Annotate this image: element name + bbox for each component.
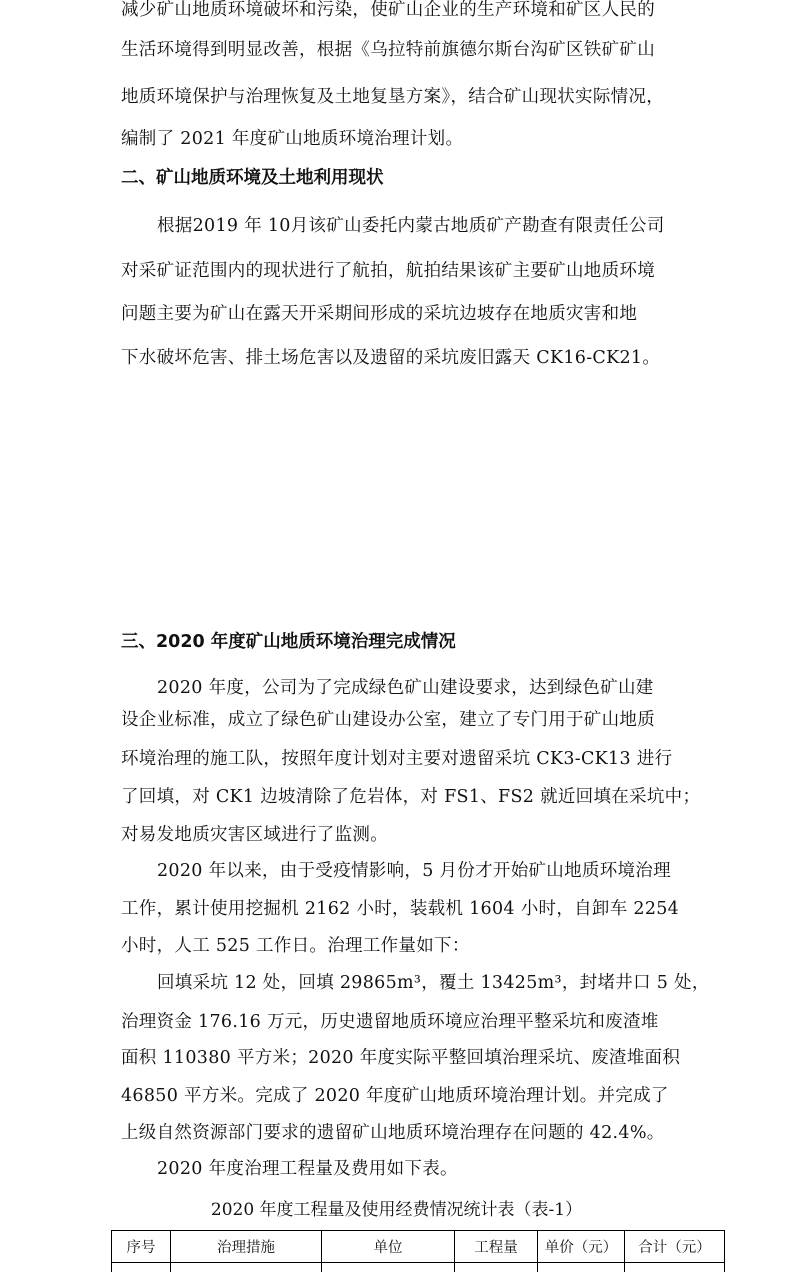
- paragraph-line: 工作，累计使用挖掘机 2162 小时，装载机 1604 小时，自卸车 2254: [121, 899, 680, 919]
- paragraph-line: 治理资金 176.16 万元，历史遗留地质环境应治理平整采坑和废渣堆: [121, 1012, 659, 1032]
- table-caption: 2020 年度工程量及使用经费情况统计表（表-1）: [210, 1200, 583, 1220]
- statistics-table: [111, 1230, 725, 1272]
- table-header-cell: 合计（元）: [625, 1231, 725, 1263]
- paragraph-line: 设企业标准，成立了绿色矿山建设办公室，建立了专门用于矿山地质: [121, 710, 655, 730]
- table-cell: [455, 1263, 538, 1272]
- table-header-cell: 序号: [112, 1231, 171, 1263]
- paragraph-line: 减少矿山地质环境破坏和污染，使矿山企业的生产环境和矿区人民的: [121, 0, 655, 20]
- paragraph-line: 环境治理的施工队，按照年度计划对主要对遗留采坑 CK3-CK13 进行: [121, 749, 673, 769]
- paragraph-line: 2020 年以来，由于受疫情影响，5 月份才开始矿山地质环境治理: [157, 861, 671, 881]
- section-heading: 三、2020 年度矿山地质环境治理完成情况: [121, 632, 456, 652]
- paragraph-line: 上级自然资源部门要求的遗留矿山地质环境治理存在问题的 42.4%。: [121, 1123, 665, 1143]
- table-header-cell: 单价（元）: [538, 1231, 625, 1263]
- table-header-cell: 治理措施: [171, 1231, 322, 1263]
- table-header-cell: 单位: [322, 1231, 455, 1263]
- section-heading: 二、矿山地质环境及土地利用现状: [121, 168, 384, 188]
- table-cell: [171, 1263, 322, 1272]
- paragraph-line: 对采矿证范围内的现状进行了航拍，航拍结果该矿主要矿山地质环境: [121, 261, 655, 281]
- table-header-cell: 工程量: [455, 1231, 538, 1263]
- paragraph-line: 问题主要为矿山在露天开采期间形成的采坑边坡存在地质灾害和地: [121, 304, 638, 324]
- paragraph-line: 根据2019 年 10月该矿山委托内蒙古地质矿产勘查有限责任公司: [157, 216, 665, 236]
- table-cell: [322, 1263, 455, 1272]
- paragraph-line: 下水破坏危害、排土场危害以及遗留的采坑废旧露天 CK16-CK21。: [121, 348, 661, 368]
- paragraph-line: 小时，人工 525 工作日。治理工作量如下：: [121, 936, 470, 956]
- paragraph-line: 生活环境得到明显改善，根据《乌拉特前旗德尔斯台沟矿区铁矿矿山: [121, 40, 655, 60]
- paragraph-line: 回填采坑 12 处，回填 29865m³，覆土 13425m³，封堵井口 5 处，: [157, 973, 710, 993]
- paragraph-line: 2020 年度治理工程量及费用如下表。: [157, 1159, 458, 1179]
- table-cell: [112, 1263, 171, 1272]
- paragraph-line: 46850 平方米。完成了 2020 年度矿山地质环境治理计划。并完成了: [121, 1086, 669, 1106]
- paragraph-line: 地质环境保护与治理恢复及土地复垦方案》，结合矿山现状实际情况，: [121, 87, 665, 107]
- table-row: [112, 1263, 725, 1272]
- paragraph-line: 2020 年度，公司为了完成绿色矿山建设要求，达到绿色矿山建: [157, 678, 654, 698]
- paragraph-line: 对易发地质灾害区域进行了监测。: [121, 825, 388, 845]
- paragraph-line: 编制了 2021 年度矿山地质环境治理计划。: [121, 129, 464, 149]
- paragraph-line: 了回填，对 CK1 边坡清除了危岩体，对 FS1、FS2 就近回填在采坑中；: [121, 787, 701, 807]
- paragraph-line: 面积 110380 平方米；2020 年度实际平整回填治理采坑、废渣堆面积: [121, 1048, 681, 1068]
- table-cell: [538, 1263, 625, 1272]
- table-cell: [625, 1263, 725, 1272]
- table-header-row: [112, 1231, 725, 1263]
